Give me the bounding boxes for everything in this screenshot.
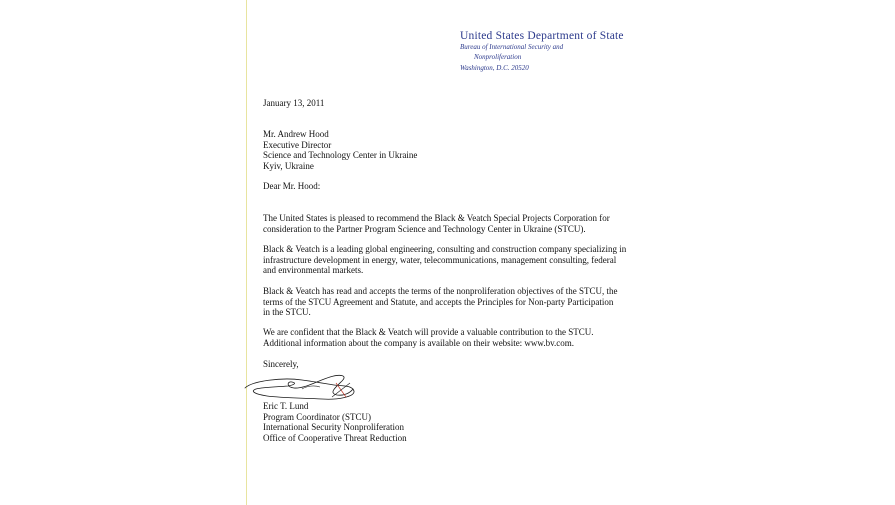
paragraph-line: consideration to the Partner Program Science and Technology Center in Ukraine (STCU). <box>263 223 586 234</box>
salutation: Dear Mr. Hood: <box>263 181 321 191</box>
paragraph-line: infrastructure development in energy, water, telecommunications, management consulting, federal <box>263 254 617 265</box>
paragraph-line: The United States is pleased to recommend the Black & Veatch Special Projects Corporation for <box>263 213 610 223</box>
paragraph-line: Black & Veatch has read and accepts the terms of the nonproliferation objectives of the STCU, the <box>263 286 618 296</box>
recipient-name: Mr. Andrew Hood <box>263 129 329 139</box>
recipient-organization: Science and Technology Center in Ukraine <box>263 150 418 160</box>
paragraph-line: Black & Veatch is a leading global engineering, consulting and construction company specializing in <box>263 244 627 254</box>
body-paragraph <box>263 213 643 234</box>
paragraph-line: in the STCU. <box>263 307 311 317</box>
department-name: United States Department of State <box>460 30 624 42</box>
bureau-name-line2: Nonproliferation <box>474 52 522 61</box>
paragraph-line: terms of the STCU Agreement and Statute, and accepts the Principles for Non-party Participation <box>263 296 614 307</box>
closing: Sincerely, <box>263 359 299 369</box>
paragraph-line: We are confident that the Black & Veatch will provide a valuable contribution to the STCU. <box>263 327 594 337</box>
letterhead <box>460 30 660 74</box>
signer-title: Program Coordinator (STCU) <box>263 411 371 422</box>
body-paragraph <box>263 286 643 318</box>
paragraph-line: Additional information about the company is available on their website: www.bv.com. <box>263 337 575 348</box>
letter-date: January 13, 2011 <box>263 98 325 108</box>
signer-office: Office of Cooperative Threat Reduction <box>263 432 407 443</box>
recipient-title: Executive Director <box>263 139 332 150</box>
letterhead-city: Washington, D.C. 20520 <box>460 64 529 72</box>
signer-name: Eric T. Lund <box>263 401 309 411</box>
signer-office: International Security Nonproliferation <box>263 422 404 432</box>
paragraph-line: and environmental markets. <box>263 265 364 275</box>
body-paragraph <box>263 244 643 276</box>
recipient-address <box>263 129 417 171</box>
recipient-location: Kyiv, Ukraine <box>263 160 314 171</box>
page-margin-line <box>246 0 247 505</box>
handwritten-signature <box>242 371 357 403</box>
signer-block <box>263 401 407 443</box>
body-paragraph <box>263 327 643 348</box>
bureau-name-line1: Bureau of International Security and <box>460 43 564 51</box>
